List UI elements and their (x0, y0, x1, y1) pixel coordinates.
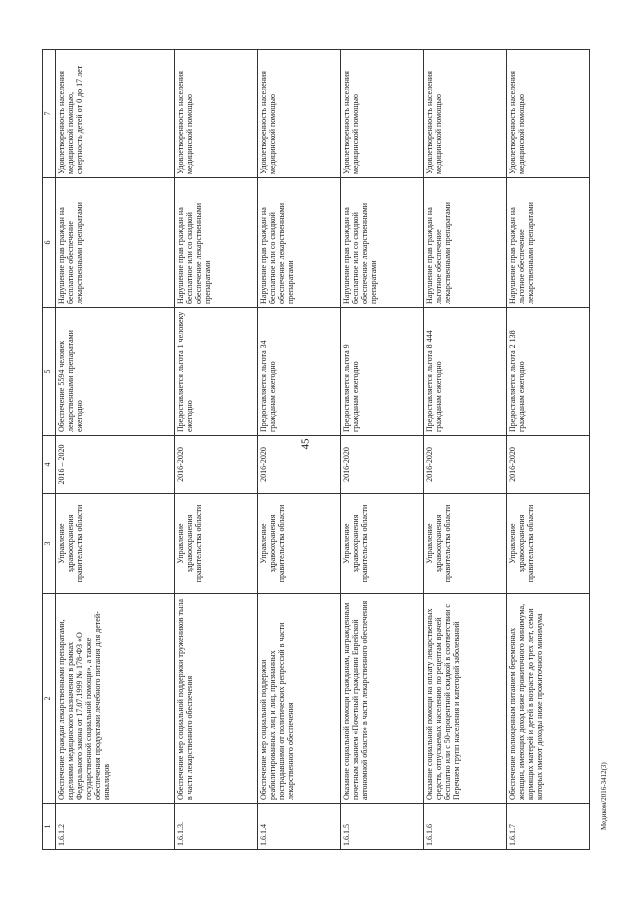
executor-cell: Управление здравоохранения правительства области (507, 494, 590, 594)
executor-cell: Управление здравоохранения правительства области (56, 494, 175, 594)
result-cell: Предоставляется льгота 8 444 гражданам ежегодно (424, 308, 507, 436)
table-row (424, 50, 507, 850)
result-cell: Предоставляется льгота 2 138 гражданам ежегодно (507, 308, 590, 436)
measures-table (42, 49, 590, 850)
indicator-cell: Удовлетворенность населения медицинской помощью (507, 50, 590, 178)
result-cell: Предоставляется льгота 9 гражданам ежегодно (341, 308, 424, 436)
table-row (56, 50, 175, 850)
consequence-cell: Нарушение прав граждан на бесплатное или со скидкой обеспечение лекарственными препаратами (175, 178, 258, 308)
period-cell: 2016-2020 (175, 436, 258, 494)
measure-cell: Обеспечение полноценным питанием беременных женщин, имеющих доход ниже прожиточного минимума, кормящих матерей и детей в возрасте до трех лет, семьи которых имеют доходы ниже прожиточного минимума (507, 594, 590, 804)
row-number: 1.6.1.7 (507, 804, 590, 850)
row-number: 1.6.1.2 (56, 804, 175, 850)
rotated-table-container (42, 50, 590, 850)
column-header: 4 (43, 436, 56, 494)
table-header-row (43, 50, 56, 850)
measure-cell: Обеспечение мер социальной поддержки реабилитированных лиц и лиц, признанных пострадавшими от политических репрессий в части лекарственного обеспечения (258, 594, 341, 804)
document-code: Медиком/2016-3412(3) (600, 762, 608, 830)
consequence-cell: Нарушение прав граждан на льготное обеспечение лекарственными препаратами (507, 178, 590, 308)
indicator-cell: Удовлетворенность населения медицинской помощью (258, 50, 341, 178)
indicator-cell: Удовлетворенность населения медицинской помощью (341, 50, 424, 178)
column-header: 2 (43, 594, 56, 804)
period-cell: 2016-2020 (258, 436, 341, 494)
row-number: 1.6.1.4 (258, 804, 341, 850)
column-header: 6 (43, 178, 56, 308)
period-cell: 2016 – 2020 (56, 436, 175, 494)
executor-cell: Управление здравоохранения правительства области (175, 494, 258, 594)
indicator-cell: Удовлетворенность населения медицинской помощью (175, 50, 258, 178)
column-header: 5 (43, 308, 56, 436)
result-cell: Предоставляется льгота 1 человеку ежегодно (175, 308, 258, 436)
page-number: 45 (299, 438, 312, 450)
consequence-cell: Нарушение прав граждан на льготное обеспечение лекарственными препаратами (424, 178, 507, 308)
period-cell: 2016-2020 (341, 436, 424, 494)
period-cell: 2016-2020 (507, 436, 590, 494)
column-header: 1 (43, 804, 56, 850)
measure-cell: Оказание социальной помощи гражданам, награжденным почетным званием «Почетный гражданин Еврейской автономной области» в части лекарственного обеспечения (341, 594, 424, 804)
period-cell: 2016-2020 (424, 436, 507, 494)
consequence-cell: Нарушение прав граждан на бесплатное или со скидкой обеспечение лекарственными препаратами (341, 178, 424, 308)
table-row (341, 50, 424, 850)
row-number: 1.6.1.5 (341, 804, 424, 850)
table-row (507, 50, 590, 850)
result-cell: Обеспечение 5594 человек лекарственными препаратами ежегодно (56, 308, 175, 436)
row-number: 1.6.1.6 (424, 804, 507, 850)
column-header: 3 (43, 494, 56, 594)
row-number: 1.6.1.3. (175, 804, 258, 850)
table-row (258, 50, 341, 850)
measure-cell: Оказание социальной помощи на оплату лекарственных средств, отпускаемых населению по рецептам врачей бесплатно или с 50-процентной скидкой в соответствии с Перечнем групп населения и категорий заболеваний (424, 594, 507, 804)
consequence-cell: Нарушение прав граждан на бесплатное обеспечение лекарственными препаратами (56, 178, 175, 308)
indicator-cell: Удовлетворенность населения медицинской помощью, смертность детей от 0 до 17 лет (56, 50, 175, 178)
indicator-cell: Удовлетворенность населения медицинской помощью (424, 50, 507, 178)
consequence-cell: Нарушение прав граждан на бесплатное или со скидкой обеспечение лекарственными препаратами (258, 178, 341, 308)
executor-cell: Управление здравоохранения правительства области (424, 494, 507, 594)
result-cell: Предоставляется льгота 34 гражданам ежегодно (258, 308, 341, 436)
measure-cell: Обеспечение мер социальной поддержки тружеников тыла в части лекарственного обеспечения (175, 594, 258, 804)
executor-cell: Управление здравоохранения правительства области (341, 494, 424, 594)
column-header: 7 (43, 50, 56, 178)
executor-cell: Управление здравоохранения правительства области (258, 494, 341, 594)
table-row (175, 50, 258, 850)
measure-cell: Обеспечение граждан лекарственными препаратами, изделиями медицинского назначения в рамках Федерального закона от 17.07.1999 № 178-ФЗ «О государственной социальной помощи», а также обеспечения продуктами лечебного питания для детей-инвалидов (56, 594, 175, 804)
